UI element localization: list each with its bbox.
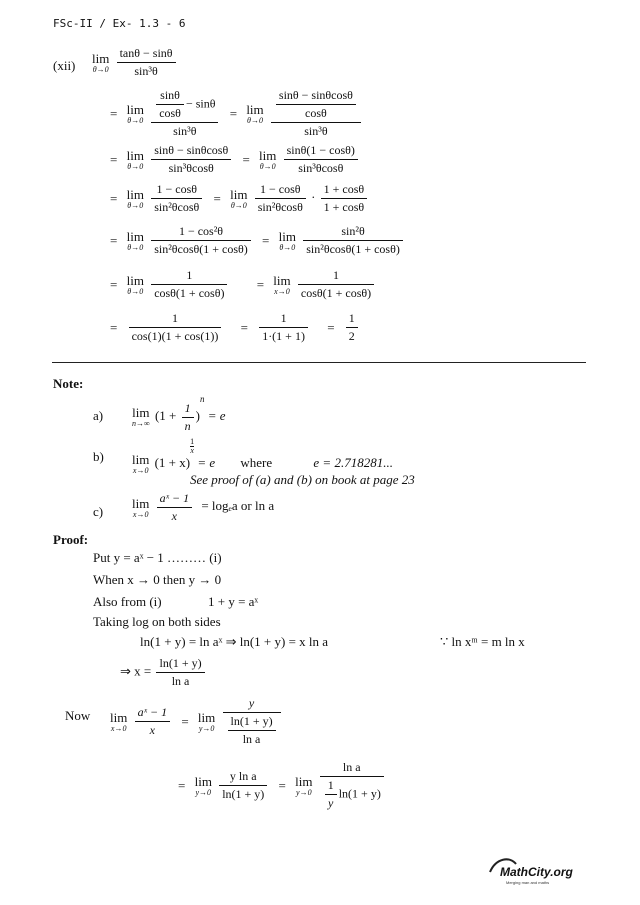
note-b-formula: lim x→0 (1 + x) $\frac{1}{x}$ = e where e = 2.718281...: [132, 437, 393, 476]
proof-line-1: Put y = aˣ − 1 ……… (i): [93, 550, 222, 565]
part-label: (xii): [53, 58, 76, 73]
note-a-label: a): [93, 408, 104, 423]
proof-line-4: Taking log on both sides: [93, 614, 221, 629]
proof-line-2: When x → 0 then y → 0: [93, 572, 222, 587]
proof-line-3a: Also from (i): [93, 594, 162, 609]
proof-line-3b: 1 + y = aˣ: [208, 594, 259, 609]
step-4: = lim θ→0 $\frac{\text{1 − cos²θ}}{\text{sin²θcosθ(1 + cosθ)}}$ = lim θ→0 $\frac{\text{sin²θ}}{\text{sin²θcosθ(1 + cosθ)}}$: [104, 224, 405, 257]
note-a-formula: lim n→∞ (1 + $\frac{1}{n}$ )$^n$ = e: [132, 394, 226, 433]
proof-line-8: = lim y→0 $\frac{\text{y ln a}}{\ln(1 + y)}$ = lim y→0 ln a $\frac{1}{y}$ ln(1 + y): [172, 760, 386, 811]
mathcity-logo: [486, 850, 590, 890]
now-label: Now: [65, 708, 91, 723]
question-expression: [92, 46, 178, 79]
fraction: $\frac{\frac{\sin\theta - \sin\theta\cos\theta}{\cos\theta}}{\text{sin³θ}}$: [271, 88, 361, 139]
logo-tagline: Merging man and maths: [506, 880, 550, 885]
step-3: = lim θ→0 $\frac{1 - \cos\theta}{\text{sin²θcosθ}}$ = lim θ→0 $\frac{1 - \cos\theta}{\text{sin²θcosθ}}$ · $\frac{1 + \cos\theta}{1 + \cos\theta}$: [104, 182, 369, 215]
section-divider: [52, 362, 586, 363]
proof-line-5b: ∵ ln xᵐ = m ln x: [440, 634, 525, 649]
proof-line-6: ⇒ x = $\frac{\ln(1 + y)}{\text{ln a}}$: [120, 656, 207, 689]
step-5: = lim θ→0 $\frac{1}{\cos\theta(1 + \cos\theta)}$ = lim x→0 $\frac{1}{\cos\theta(1 + \cos\theta)}$: [104, 268, 376, 301]
page-header: FSc-II / Ex- 1.3 - 6: [53, 17, 186, 30]
proof-line-5a: ln(1 + y) = ln aˣ ⇒ ln(1 + y) = x ln a: [140, 634, 329, 649]
note-c-label: c): [93, 504, 104, 519]
limit-operator: lim θ→0: [92, 50, 110, 74]
proof-title: Proof:: [53, 532, 89, 547]
step-6: = $\frac{1}{\cos(1)(1 + \cos(1))}$ = $\frac{1}{1\cdot(1 + 1)}$ = $\frac{1}{2}$: [104, 311, 360, 344]
step-1: = lim θ→0 $\frac{\sin\theta}{\cos\theta}$ − sinθ sin³θ = lim θ→0 $\frac{\frac{\sin\theta - \sin\theta\cos\theta}{\cos\theta}}{\text{sin³θ}}$: [104, 88, 363, 139]
note-b-label: b): [93, 449, 104, 464]
logo-text: MathCity.org: [500, 865, 573, 879]
note-title: Note:: [53, 376, 84, 391]
see-proof-note: See proof of (a) and (b) on book at page 23: [190, 472, 415, 487]
note-c-formula: lim x→0 $\frac{\text{aˣ − 1}}{x}$ = logₑa or ln a: [132, 491, 275, 523]
step-2: = lim θ→0 $\frac{\sin\theta - \sin\theta\cos\theta}{\text{sin³θcosθ}}$ = lim θ→0 $\frac{\sin\theta(1 - \cos\theta)}{\text{sin³θcosθ}}$: [104, 143, 360, 176]
proof-line-7: lim x→0 $\frac{\text{aˣ − 1}}{x}$ = lim y→0 $\frac{y}{\frac{\ln(1 + y)}{\text{ln a}}}$: [110, 696, 283, 747]
fraction: $\frac{\tan\theta - \sin\theta}{\text{sin³θ}}$: [117, 46, 176, 79]
fraction: $\frac{\sin\theta}{\cos\theta}$ − sinθ sin³θ: [151, 88, 218, 139]
